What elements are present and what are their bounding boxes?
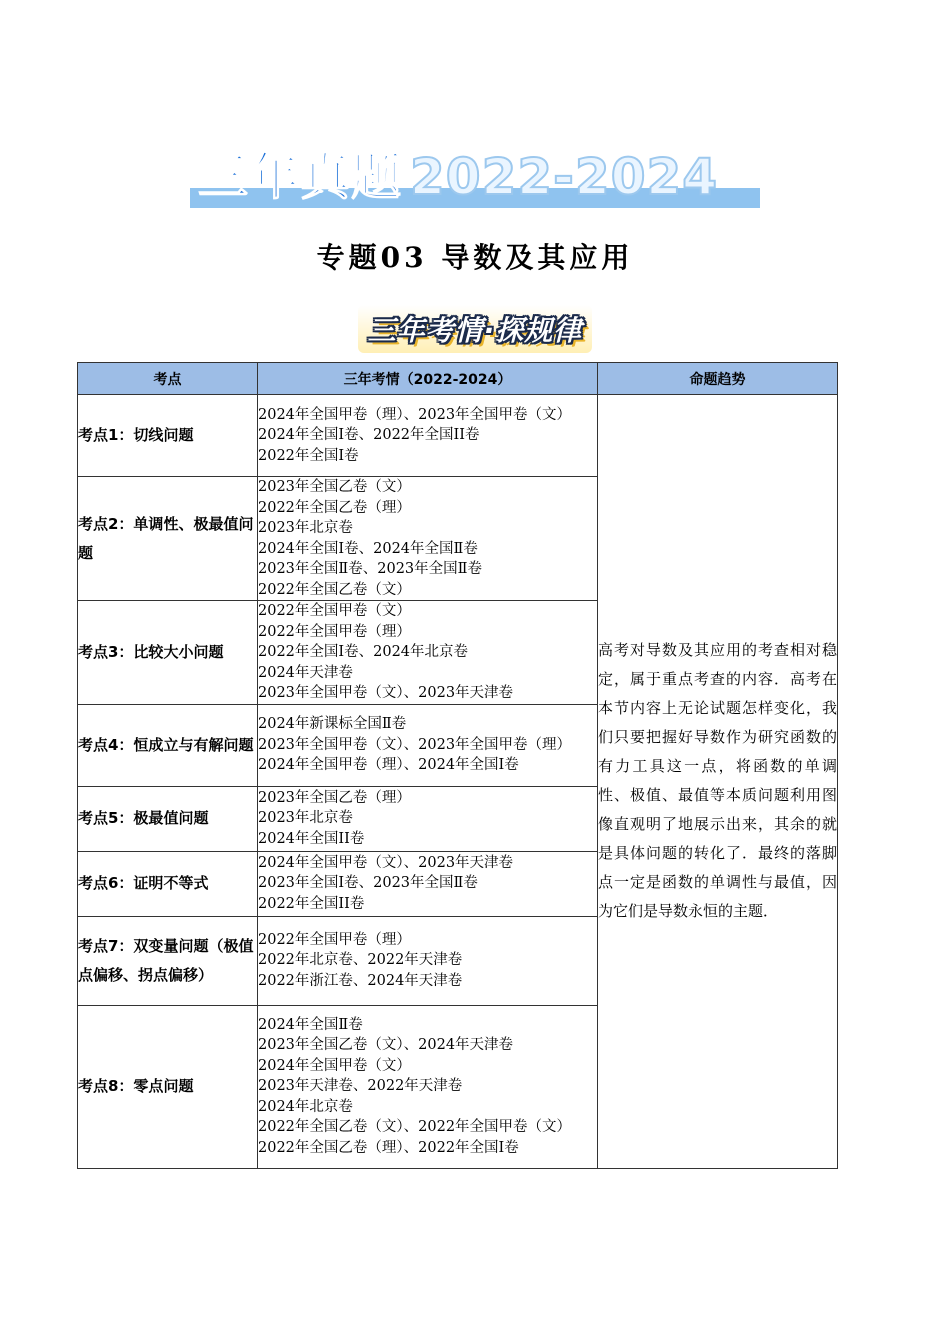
topic-cell: 考点6：证明不等式 — [78, 851, 258, 916]
header-trend: 命题趋势 — [598, 363, 838, 395]
trend-cell: 高考对导数及其应用的考查相对稳定，属于重点考查的内容．高考在本节内容上无论试题怎样变化，我们只要把握好导数作为研究函数的有力工具这一点，将函数的单调性、极值、最值等本质问题利用图像直观明了地展示出来，其余的就是具体问题的转化了．最终的落脚点一定是函数的单调性与最值，因为它们是导数永恒的主题． — [598, 395, 838, 1169]
exam-line: 2022年全国甲卷（文） — [258, 603, 411, 619]
exam-line: 2022年北京卷、2022年天津卷 — [258, 952, 463, 969]
exam-line: 2024年天津卷 — [258, 664, 353, 681]
page-title: 专题03 导数及其应用 — [316, 241, 634, 274]
exams-cell — [258, 851, 598, 916]
exam-line: 2022年全国II卷 — [258, 895, 365, 912]
exam-line: 2023年全国甲卷（文）、2023年全国甲卷（理） — [258, 736, 572, 753]
exam-line: 2022年全国甲卷（理） — [258, 931, 411, 948]
header-exams: 三年考情（2022-2024） — [258, 363, 598, 395]
exams-cell — [258, 916, 598, 1005]
exam-line: 2023年全国乙卷（理） — [258, 789, 411, 806]
exam-line: 2024年北京卷 — [258, 1098, 353, 1115]
exam-line: 2024年全国甲卷（文） — [258, 1057, 411, 1074]
exam-line: 2023年北京卷 — [258, 810, 353, 827]
exam-line: 2023年全国Ⅱ卷、2023年全国Ⅱ卷 — [258, 561, 483, 577]
exam-line: 2022年全国乙卷（理） — [258, 499, 411, 516]
exam-line: 2022年全国乙卷（文）、2022年全国甲卷（文） — [258, 1119, 572, 1136]
exam-line: 2022年全国甲卷（理） — [258, 623, 411, 640]
exams-cell — [258, 786, 598, 851]
exams-cell — [258, 704, 598, 786]
topic-cell: 考点7：双变量问题（极值点偏移、拐点偏移） — [78, 916, 258, 1005]
topic-cell: 考点4：恒成立与有解问题 — [78, 704, 258, 786]
exam-line: 2022年全国I卷、2024年北京卷 — [258, 644, 469, 660]
exam-line: 2023年全国甲卷（文）、2023年天津卷 — [258, 685, 514, 701]
banner-text — [198, 146, 718, 208]
exam-line: 2024年全国Ⅰ卷、2024年全国Ⅱ卷 — [258, 540, 478, 557]
exams-cell — [258, 477, 598, 601]
exam-line: 2024年全国甲卷（理）、2023年全国甲卷（文） — [258, 406, 572, 423]
exams-cell — [258, 601, 598, 705]
exam-analysis-table — [77, 362, 838, 1169]
exam-line: 2023年北京卷 — [258, 520, 353, 536]
exam-line: 2024年全国Ⅰ卷、2022年全国II卷 — [258, 427, 480, 444]
exam-line: 2024年全国II卷 — [258, 830, 365, 847]
topic-cell: 考点2：单调性、极最值问题 — [78, 477, 258, 601]
banner-years-text: 2022-2024 — [410, 148, 719, 206]
exam-line: 2022年全国I卷 — [258, 447, 359, 464]
exam-line: 2023年天津卷、2022年天津卷 — [258, 1078, 463, 1095]
topic-cell: 考点5：极最值问题 — [78, 786, 258, 851]
topic-cell: 考点3：比较大小问题 — [78, 601, 258, 705]
subtitle-badge: 三年考情·探规律 — [358, 305, 593, 353]
table-header-row — [78, 363, 838, 395]
exam-line: 2024年新课标全国Ⅱ卷 — [258, 716, 407, 733]
exams-cell — [258, 395, 598, 477]
exam-line: 2024年全国Ⅱ卷 — [258, 1016, 363, 1033]
exam-line: 2022年全国乙卷（文） — [258, 581, 411, 598]
exam-line: 2022年浙江卷、2024年天津卷 — [258, 972, 463, 989]
exam-line: 2024年全国甲卷（文）、2023年天津卷 — [258, 854, 514, 871]
header-banner — [190, 150, 760, 210]
exam-line: 2023年全国乙卷（文）、2024年天津卷 — [258, 1037, 514, 1054]
exams-cell — [258, 1005, 598, 1168]
topic-cell: 考点8：零点问题 — [78, 1005, 258, 1168]
topic-cell: 考点1：切线问题 — [78, 395, 258, 477]
table-row — [78, 395, 838, 477]
exam-line: 2023年全国Ⅰ卷、2023年全国Ⅱ卷 — [258, 875, 478, 892]
exam-line: 2024年全国甲卷（理）、2024年全国Ⅰ卷 — [258, 757, 519, 774]
exam-line: 2022年全国乙卷（理）、2022年全国I卷 — [258, 1139, 519, 1156]
banner-main-text: 三年真题 — [198, 148, 402, 206]
header-topic: 考点 — [78, 363, 258, 395]
section-subtitle — [0, 305, 950, 353]
exam-line: 2023年全国乙卷（文） — [258, 479, 411, 495]
